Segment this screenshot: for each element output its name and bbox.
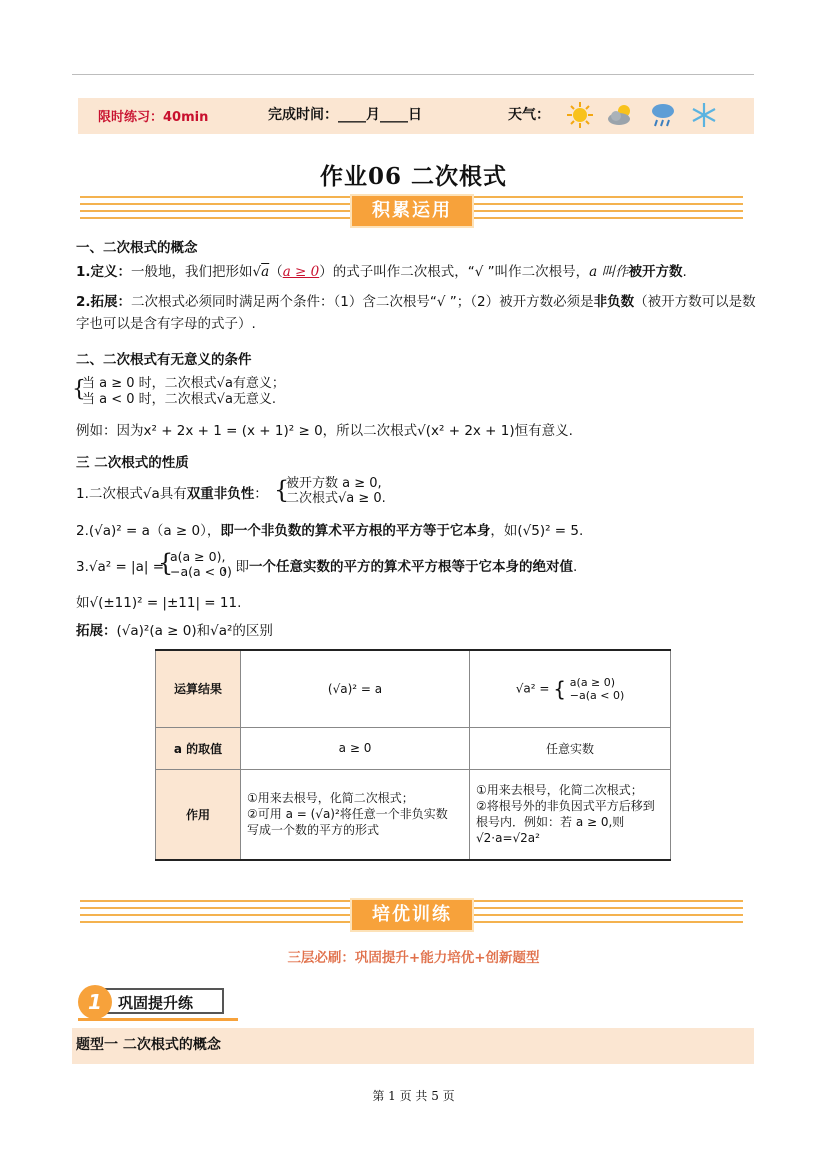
property-1-cases bbox=[286, 476, 486, 506]
extension-text: 二次根式必须同时满足两个条件：（1）含二次根号“√ ”；（2）被开方数必须是 bbox=[131, 294, 594, 310]
definition-line: 1.定义：一般地，我们把形如√a（a ≥ 0）的式子叫作二次根式，“√ ”叫作二次根号，a 叫作被开方数. bbox=[76, 264, 687, 280]
row-header-result: 运算结果 bbox=[156, 650, 241, 727]
result-2-prefix: √a² = bbox=[515, 681, 550, 696]
brace-p3: { bbox=[158, 549, 174, 577]
p1-case-2: 二次根式√a ≥ 0. bbox=[286, 491, 386, 506]
sun-icon bbox=[565, 100, 595, 130]
property-2-example: ，如(√5)² = 5. bbox=[490, 523, 584, 539]
definition-label: 1.定义： bbox=[76, 264, 132, 280]
training-subtitle: 三层必刷：巩固提升+能力培优+创新题型 bbox=[287, 950, 540, 966]
case-block bbox=[82, 376, 762, 408]
property-3-text bbox=[222, 556, 742, 578]
table-row bbox=[156, 727, 671, 769]
banner-training: 培优训练 bbox=[350, 898, 474, 932]
use-2-line-3: 根号内．例如：若 a ≥ 0,则√2·a=√2a² bbox=[476, 815, 625, 846]
cell-range-1: a ≥ 0 bbox=[241, 727, 470, 769]
extension-text-2: （被开方数可以是数字也可以是含有字母的式子）. bbox=[76, 294, 756, 332]
property-3-formula: 3.√a² = |a| = bbox=[76, 559, 165, 575]
definition-text: 一般地，我们把形如 bbox=[131, 264, 253, 280]
banner-accumulate: 积累运用 bbox=[350, 194, 474, 228]
use-1-line-2: ②可用 a = (√a)²将任意一个非负实数 bbox=[247, 807, 448, 822]
use-2-line-1: ①用来去根号，化简二次根式； bbox=[476, 783, 643, 798]
level-number: 1 bbox=[78, 985, 112, 1019]
extension-compare-text: (√a)²(a ≥ 0)和√a²的区别 bbox=[116, 623, 273, 639]
result-2-case-1: a(a ≥ 0) bbox=[569, 675, 616, 689]
cloudy-icon bbox=[606, 100, 636, 130]
property-3-example: 如√(±11)² = |±11| = 11. bbox=[76, 595, 242, 611]
p3-case-2: −a(a < 0) bbox=[170, 564, 232, 579]
brace-left: { bbox=[72, 377, 86, 402]
property-3-prefix: ，即 bbox=[222, 559, 249, 575]
extension-compare-label: 拓展： bbox=[76, 623, 117, 639]
property-2-bold: 即一个非负数的算术平方根的平方等于它本身 bbox=[220, 523, 491, 539]
level-label: 巩固提升练 bbox=[104, 988, 224, 1014]
extension-line bbox=[76, 291, 756, 335]
p1-case-1: 被开方数 a ≥ 0, bbox=[286, 476, 382, 491]
row-header-use: 作用 bbox=[156, 769, 241, 860]
example-line: 例如：因为x² + 2x + 1 = (x + 1)² ≥ 0，所以二次根式√(x² + 2x + 1)恒有意义. bbox=[76, 423, 573, 439]
weather-label: 天气： bbox=[508, 107, 550, 123]
definition-end: . bbox=[682, 264, 687, 280]
case-meaningless: 当 a < 0 时，二次根式√a无意义. bbox=[82, 392, 277, 407]
page-footer: 第 1 页 共 5 页 bbox=[372, 1089, 455, 1103]
radicand-term: 被开方数 bbox=[628, 264, 683, 280]
property-3-end: . bbox=[573, 559, 578, 575]
time-limit: 限时练习：40min bbox=[98, 110, 209, 125]
result-2-case-2: −a(a < 0) bbox=[569, 688, 625, 702]
row-header-range: a 的取值 bbox=[156, 727, 241, 769]
property-2 bbox=[76, 520, 756, 542]
extension-label: 2.拓展： bbox=[76, 294, 132, 310]
cell-use-2 bbox=[470, 769, 671, 860]
use-1-line-1: ①用来去根号，化简二次根式； bbox=[247, 791, 414, 806]
radical-a: √a bbox=[252, 264, 270, 280]
condition-red: a ≥ 0 bbox=[282, 264, 320, 280]
cell-use-1 bbox=[241, 769, 470, 860]
extension-compare bbox=[76, 620, 756, 642]
comparison-table bbox=[155, 649, 671, 861]
level-rule bbox=[78, 1018, 238, 1021]
section-heading-properties: 三 二次根式的性质 bbox=[76, 455, 189, 471]
double-nonneg: 双重非负性 bbox=[186, 486, 255, 502]
page-title: 作业06 二次根式 bbox=[319, 163, 507, 190]
p3-case-1: a(a ≥ 0), bbox=[170, 549, 226, 564]
property-2-formula: 2.(√a)² = a（a ≥ 0）， bbox=[76, 523, 221, 539]
use-1-line-3: 写成一个数的平方的形式 bbox=[247, 823, 380, 838]
definition-a: a 叫作 bbox=[589, 264, 629, 280]
nonneg-term: 非负数 bbox=[593, 294, 635, 310]
definition-text-2: 的式子叫作二次根式，“√ ”叫作二次根号， bbox=[332, 264, 590, 280]
property-1-colon: ： bbox=[254, 486, 268, 502]
brace-p1: { bbox=[274, 476, 290, 504]
use-2-line-2: ②将根号外的非负因式平方后移到 bbox=[476, 799, 655, 814]
rain-icon bbox=[648, 100, 678, 130]
cell-result-1: (√a)² = a bbox=[241, 650, 470, 727]
cell-range-2: 任意实数 bbox=[470, 727, 671, 769]
radicand: a bbox=[261, 264, 270, 280]
table-row bbox=[156, 769, 671, 860]
top-rule bbox=[72, 74, 754, 75]
property-1-text: 1.二次根式√a具有 bbox=[76, 486, 187, 502]
case-meaningful: 当 a ≥ 0 时，二次根式√a有意义； bbox=[82, 376, 285, 391]
table-row bbox=[156, 650, 671, 727]
cell-result-2: √a² = { a(a ≥ 0) −a(a < 0) bbox=[470, 650, 671, 727]
section-heading-concept: 一、二次根式的概念 bbox=[76, 240, 198, 256]
section-heading-meaning: 二、二次根式有无意义的条件 bbox=[76, 352, 252, 368]
completion-time: 完成时间：____月____日 bbox=[268, 107, 422, 123]
type-heading: 题型一 二次根式的概念 bbox=[76, 1037, 221, 1053]
property-3-bold: 一个任意实数的平方的算术平方根等于它本身的绝对值 bbox=[249, 559, 573, 575]
snow-icon bbox=[689, 100, 719, 130]
